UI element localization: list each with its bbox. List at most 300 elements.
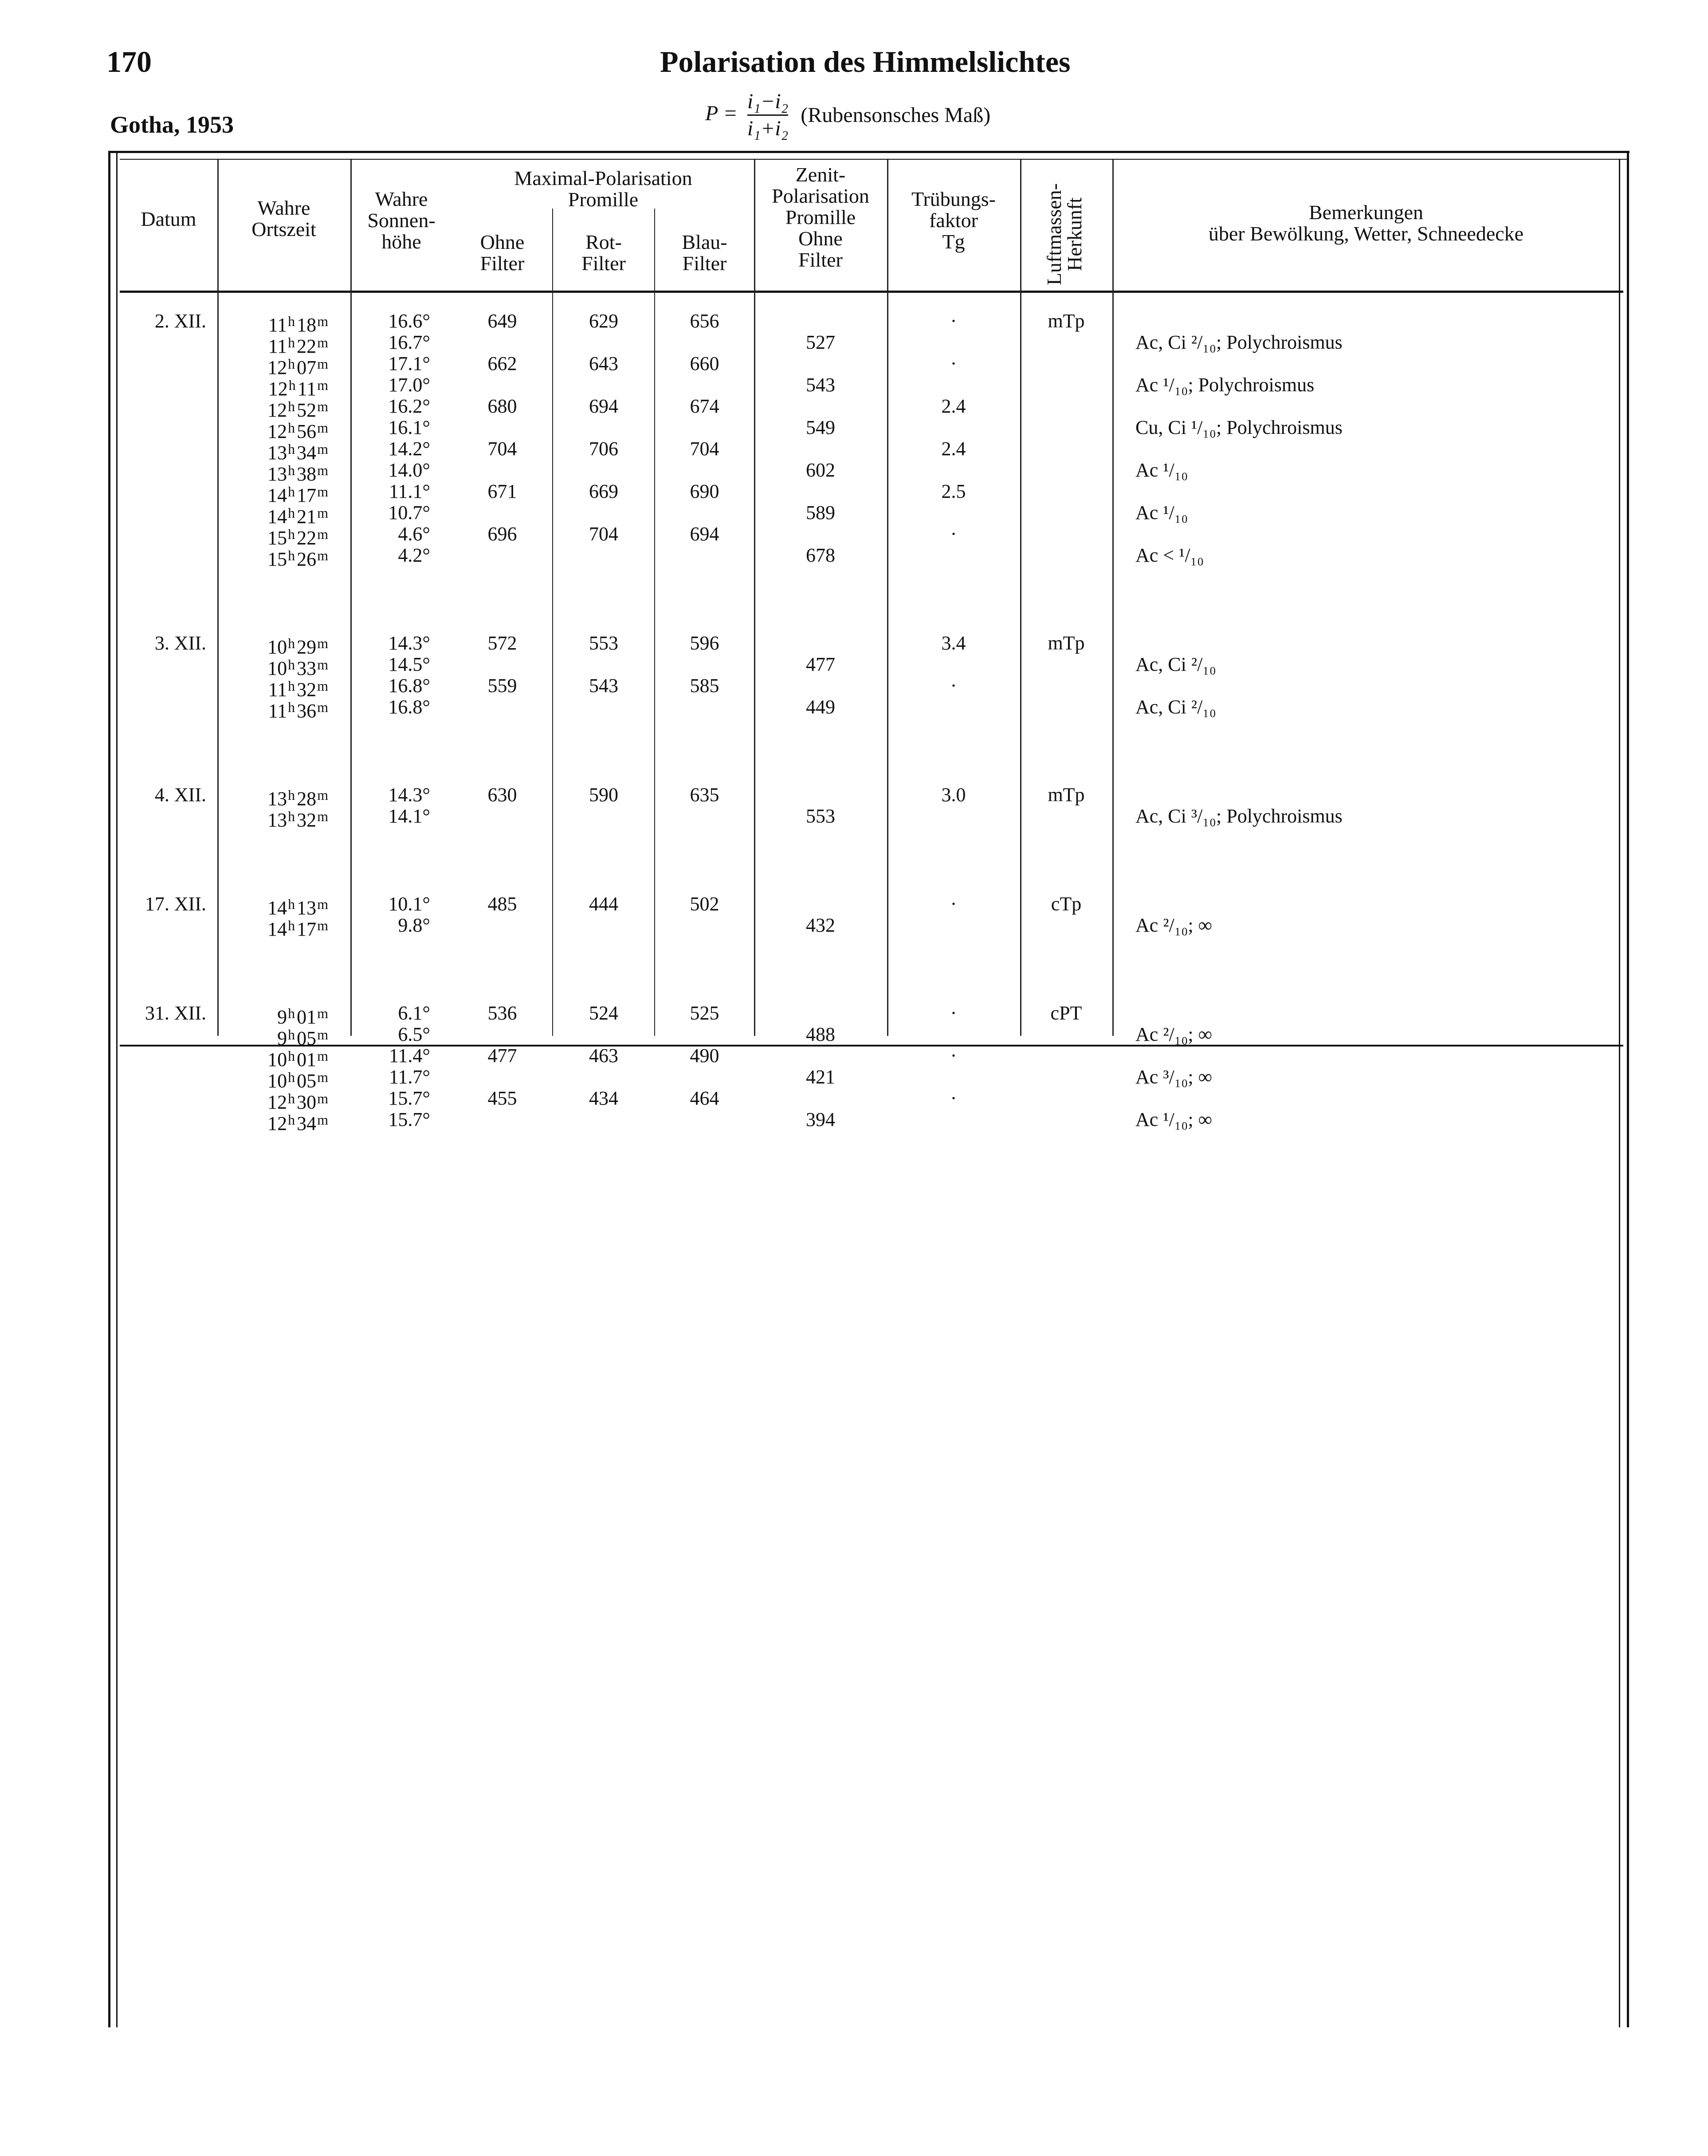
time-minutes: 21 [297, 506, 317, 527]
hours-unit: h [288, 808, 295, 824]
maxpol-ohne-cell: 455 [487, 1087, 517, 1109]
maxpol-blau-cell: 525 [690, 1002, 719, 1024]
maxpol-blau-cell: 656 [690, 310, 719, 332]
header-zenit-line2: Polarisation [772, 185, 869, 207]
zenith-polarisation-cell: 394 [806, 1109, 835, 1130]
time-hours: 12 [267, 399, 287, 421]
maxpol-rot-cell: 543 [589, 675, 618, 696]
remark-text: Ac, Ci [1135, 331, 1191, 353]
maxpol-ohne-cell: 671 [487, 480, 517, 502]
minutes-unit: m [317, 787, 328, 803]
time-hours: 14 [267, 484, 287, 506]
maxpol-rot-cell: 694 [589, 395, 618, 417]
maxpol-ohne-cell: 536 [487, 1002, 517, 1024]
hours-unit: h [288, 657, 295, 673]
sun-altitude-cell: 11.7° [389, 1066, 430, 1088]
column-divider [1112, 160, 1114, 1036]
zenith-polarisation-cell: 488 [806, 1023, 835, 1045]
turbidity-cell: · [950, 675, 957, 696]
time-hours: 10 [267, 1049, 287, 1070]
minutes-unit: m [317, 313, 328, 329]
sun-altitude-cell: 14.5° [388, 653, 430, 675]
hours-unit: h [288, 917, 295, 933]
maxpol-blau-cell: 490 [690, 1045, 719, 1066]
sun-altitude-cell: 4.6° [398, 523, 430, 545]
header-zenit-line4: Ohne [798, 227, 843, 250]
sun-altitude-cell: 6.1° [398, 1002, 430, 1024]
header-rot-line1: Rot- [585, 231, 622, 253]
time-hours: 14 [267, 897, 287, 919]
remark-text: Ac, Ci [1135, 696, 1191, 718]
hours-unit: h [288, 635, 295, 651]
remark-text: Ac [1135, 914, 1163, 936]
header-ohne-filter [452, 232, 552, 274]
remark-text: Ac [1135, 459, 1163, 481]
minutes-unit: m [317, 1069, 328, 1085]
sun-altitude-cell: 14.3° [388, 632, 430, 654]
hours-unit: h [288, 377, 296, 393]
turbidity-cell: · [950, 1087, 957, 1109]
hours-unit: h [288, 462, 295, 478]
minutes-unit: m [317, 484, 328, 500]
remark-suffix: ; Polychroismus [1188, 374, 1315, 396]
maxpol-ohne-cell: 572 [487, 632, 517, 654]
maxpol-blau-cell: 635 [690, 784, 719, 806]
hours-unit: h [288, 547, 295, 563]
cloud-fraction: ¹/₁₀ [1163, 502, 1188, 523]
cloud-fraction: ²/₁₀ [1191, 653, 1216, 675]
maxpol-ohne-cell: 696 [487, 523, 517, 545]
time-minutes: 11 [297, 378, 317, 400]
hours-unit: h [288, 1090, 295, 1106]
cloud-fraction: ³/₁₀ [1163, 1066, 1188, 1088]
cloud-fraction: ¹/₁₀ [1163, 1109, 1188, 1130]
cloud-fraction: ¹/₁₀ [1163, 459, 1188, 481]
header-luftmassen-herkunft [1044, 168, 1088, 301]
minutes-unit: m [317, 441, 328, 457]
header-luft-line1: Luftmassen- [1043, 183, 1065, 285]
header-rot-filter [553, 232, 654, 274]
time-hours: 14 [267, 506, 287, 527]
column-divider [754, 160, 755, 1036]
turbidity-cell: · [950, 1045, 957, 1066]
time-hours: 13 [267, 788, 287, 810]
turbidity-cell: · [950, 893, 957, 915]
minutes-unit: m [317, 398, 328, 414]
sun-altitude-cell: 15.7° [388, 1109, 430, 1130]
header-ortszeit-line1: Wahre [257, 197, 310, 219]
date-cell: 17. XII. [145, 893, 206, 915]
minutes-unit: m [317, 505, 328, 521]
minutes-unit: m [317, 1112, 328, 1128]
formula-numerator: i₁−i₂ [747, 89, 788, 116]
time-minutes: 22 [297, 527, 317, 549]
remark-text: Ac [1135, 1066, 1163, 1088]
polarisation-formula [705, 89, 990, 142]
sun-altitude-cell: 10.1° [388, 893, 430, 915]
remark-text: Ac [1135, 1023, 1163, 1045]
header-sonnenhoehe [350, 189, 452, 252]
zenith-polarisation-cell: 549 [806, 417, 835, 438]
remark-cell [1135, 1109, 1606, 1130]
header-bemerkungen [1113, 202, 1619, 244]
hours-unit: h [288, 356, 295, 372]
time-minutes: 36 [297, 700, 317, 722]
remark-suffix: ; Polychroismus [1216, 417, 1343, 438]
minutes-unit: m [317, 635, 328, 651]
sun-altitude-cell: 16.7° [388, 331, 430, 353]
minutes-unit: m [317, 678, 328, 694]
frame-top-inner-line [120, 159, 1628, 160]
hours-unit: h [288, 398, 295, 414]
remark-text: Ac [1135, 502, 1163, 523]
remark-cell [1135, 654, 1606, 675]
frame-right-line [1627, 151, 1629, 2027]
remark-suffix: ; ∞ [1188, 914, 1213, 936]
date-cell: 2. XII. [154, 310, 206, 332]
time-hours: 10 [267, 657, 287, 679]
time-hours: 12 [267, 357, 287, 378]
time-minutes: 01 [297, 1049, 317, 1070]
hours-unit: h [288, 1048, 295, 1064]
sun-altitude-cell: 11.1° [389, 480, 430, 502]
turbidity-cell: · [950, 353, 957, 374]
sun-altitude-cell: 14.3° [388, 784, 430, 806]
header-truebungsfaktor [887, 189, 1020, 252]
cloud-fraction: ²/₁₀ [1191, 696, 1216, 718]
time-hours: 13 [267, 463, 287, 485]
cloud-fraction: ²/₁₀ [1191, 331, 1216, 353]
time-minutes: 30 [297, 1091, 317, 1113]
zenith-polarisation-cell: 589 [806, 502, 835, 523]
cloud-fraction: ³/₁₀ [1191, 805, 1216, 827]
hours-unit: h [288, 699, 295, 715]
remark-text: Ac, Ci [1135, 653, 1191, 675]
maxpol-rot-cell: 463 [589, 1045, 618, 1066]
header-rot-line2: Filter [581, 252, 626, 275]
page-number: 170 [106, 45, 152, 79]
hours-unit: h [288, 678, 295, 694]
sun-altitude-cell: 11.4° [389, 1045, 430, 1066]
formula-lhs: P = [705, 101, 738, 125]
place-year: Gotha, 1953 [110, 111, 234, 138]
time-hours: 11 [268, 335, 287, 357]
maxpol-blau-cell: 690 [690, 480, 719, 502]
time-minutes: 32 [297, 809, 317, 831]
sun-altitude-cell: 6.5° [398, 1023, 430, 1045]
remark-suffix: ; ∞ [1188, 1023, 1213, 1045]
time-hours: 10 [267, 636, 287, 658]
frame-right-inner-line [1619, 159, 1620, 2027]
minutes-unit: m [317, 526, 328, 542]
remark-suffix: ; ∞ [1188, 1109, 1213, 1130]
turbidity-cell: 2.4 [941, 395, 966, 417]
zenith-polarisation-cell: 543 [806, 374, 835, 396]
time-minutes: 32 [297, 679, 317, 700]
header-truebung-line1: Trübungs- [911, 188, 996, 210]
sun-altitude-cell: 14.2° [388, 438, 430, 460]
maxpol-rot-cell: 706 [589, 438, 618, 460]
turbidity-cell: 3.4 [941, 632, 966, 654]
maxpol-ohne-cell: 662 [487, 353, 517, 374]
header-luft-line2: Herkunft [1063, 197, 1086, 271]
zenith-polarisation-cell: 449 [806, 696, 835, 718]
hours-unit: h [288, 484, 295, 500]
time-hours: 9 [277, 1027, 287, 1049]
maxpol-rot-cell: 590 [589, 784, 618, 806]
minutes-unit: m [317, 1048, 328, 1064]
sun-altitude-cell: 17.0° [388, 374, 430, 396]
turbidity-cell: 3.0 [941, 784, 966, 806]
remark-suffix: ; ∞ [1188, 1066, 1213, 1088]
maxpol-rot-cell: 629 [589, 310, 618, 332]
sun-altitude-cell: 16.1° [388, 417, 430, 438]
local-time-cell [217, 545, 328, 570]
header-maxpol-line1: Maximal-Polarisation [514, 167, 692, 189]
maxpol-blau-cell: 464 [690, 1087, 719, 1109]
hours-unit: h [288, 313, 295, 329]
remark-cell [1135, 545, 1606, 566]
time-minutes: 17 [297, 918, 317, 940]
header-zenit-line3: Promille [785, 206, 856, 228]
time-hours: 10 [267, 1070, 287, 1092]
time-minutes: 22 [297, 335, 317, 357]
maxpol-blau-cell: 502 [690, 893, 719, 915]
time-minutes: 18 [297, 314, 317, 336]
sun-altitude-cell: 4.2° [398, 544, 430, 566]
remark-cell [1135, 417, 1606, 438]
maxpol-blau-cell: 674 [690, 395, 719, 417]
cloud-fraction: ¹/₁₀ [1191, 417, 1217, 438]
maxpol-rot-cell: 669 [589, 480, 618, 502]
time-hours: 14 [267, 918, 287, 940]
time-minutes: 05 [297, 1027, 317, 1049]
minutes-unit: m [317, 699, 328, 715]
hours-unit: h [288, 1005, 295, 1021]
maxpol-ohne-cell: 704 [487, 438, 517, 460]
header-ortszeit-line2: Ortszeit [251, 218, 316, 240]
formula-note: (Rubensonsches Maß) [801, 103, 991, 127]
time-hours: 9 [277, 1006, 287, 1028]
time-minutes: 13 [297, 897, 317, 919]
remark-cell [1135, 1024, 1606, 1045]
zenith-polarisation-cell: 553 [806, 805, 835, 827]
header-zenit-polarisation [754, 164, 887, 271]
sun-altitude-cell: 9.8° [398, 914, 430, 936]
maxpol-ohne-cell: 649 [487, 310, 517, 332]
time-hours: 15 [267, 548, 287, 570]
maxpol-ohne-cell: 630 [487, 784, 517, 806]
time-minutes: 34 [297, 1113, 317, 1134]
minutes-unit: m [317, 896, 328, 912]
time-minutes: 26 [297, 548, 317, 570]
minutes-unit: m [317, 917, 328, 933]
minutes-unit: m [317, 420, 328, 436]
sun-altitude-cell: 16.8° [388, 696, 430, 718]
hours-unit: h [288, 1069, 295, 1085]
header-zenit-line5: Filter [798, 248, 843, 271]
sun-altitude-cell: 17.1° [388, 353, 430, 374]
minutes-unit: m [317, 808, 328, 824]
air-mass-cell: cPT [1050, 1002, 1082, 1024]
hours-unit: h [288, 896, 295, 912]
hours-unit: h [288, 1027, 295, 1043]
maxpol-rot-cell: 524 [589, 1002, 618, 1024]
header-ohne-line2: Filter [480, 252, 525, 275]
formula-fraction [747, 89, 788, 142]
hours-unit: h [288, 505, 295, 521]
frame-left-inner-line [116, 153, 118, 2027]
minutes-unit: m [317, 334, 328, 350]
time-minutes: 29 [297, 636, 317, 658]
zenith-polarisation-cell: 527 [806, 331, 835, 353]
minutes-unit: m [317, 1027, 328, 1043]
header-maxpol-line2: Promille [568, 188, 639, 211]
cloud-fraction: ¹/₁₀ [1179, 544, 1204, 566]
remark-cell [1135, 374, 1606, 396]
page-title: Polarisation des Himmelslichtes [660, 45, 1071, 79]
date-cell: 31. XII. [145, 1002, 206, 1024]
maxpol-blau-cell: 585 [690, 675, 719, 696]
header-bem-line1: Bemerkungen [1308, 201, 1424, 224]
local-time-cell [217, 1109, 328, 1134]
turbidity-cell: · [950, 523, 957, 545]
hours-unit: h [288, 526, 295, 542]
sun-altitude-cell: 14.1° [388, 805, 430, 827]
maxpol-rot-cell: 553 [589, 632, 618, 654]
maxpol-ohne-cell: 485 [487, 893, 517, 915]
maxpol-blau-cell: 660 [690, 353, 719, 374]
time-minutes: 33 [297, 657, 317, 679]
local-time-cell [217, 806, 328, 831]
remark-cell [1135, 696, 1606, 718]
time-hours: 12 [267, 421, 287, 442]
time-hours: 12 [267, 1091, 287, 1113]
frame-left-line [108, 151, 110, 2027]
time-hours: 12 [268, 378, 288, 400]
minutes-unit: m [317, 462, 328, 478]
time-minutes: 52 [297, 399, 317, 421]
air-mass-cell: mTp [1048, 784, 1085, 806]
remark-cell [1135, 502, 1606, 523]
date-cell: 4. XII. [154, 784, 206, 806]
time-minutes: 07 [297, 357, 317, 378]
remark-text: Ac [1135, 1109, 1163, 1130]
maxpol-blau-cell: 694 [690, 523, 719, 545]
minutes-unit: m [317, 657, 328, 673]
time-hours: 13 [267, 809, 287, 831]
sun-altitude-cell: 16.8° [388, 675, 430, 696]
remark-cell [1135, 460, 1606, 481]
sun-altitude-cell: 15.7° [388, 1087, 430, 1109]
local-time-cell [217, 915, 328, 940]
zenith-polarisation-cell: 432 [806, 914, 835, 936]
time-hours: 11 [268, 679, 287, 700]
turbidity-cell: 2.5 [941, 480, 966, 502]
remark-text: Ac [1135, 374, 1163, 396]
remark-cell [1135, 332, 1606, 353]
time-minutes: 28 [297, 788, 317, 810]
time-minutes: 34 [297, 442, 317, 464]
maxpol-rot-cell: 643 [589, 353, 618, 374]
time-minutes: 38 [297, 463, 317, 485]
turbidity-cell: · [950, 1002, 957, 1024]
remark-text: Ac, Ci [1135, 805, 1191, 827]
cloud-fraction: ¹/₁₀ [1163, 374, 1188, 396]
maxpol-ohne-cell: 680 [487, 395, 517, 417]
time-hours: 11 [268, 314, 287, 336]
header-blau-line1: Blau- [682, 231, 727, 253]
cloud-fraction: ²/₁₀ [1163, 1023, 1188, 1045]
header-truebung-line3: Tg [942, 230, 965, 253]
time-minutes: 05 [297, 1070, 317, 1092]
header-hoehe-line1: Wahre [375, 188, 428, 210]
header-hoehe-line3: höhe [381, 230, 421, 253]
frame-top-line [108, 151, 1629, 153]
header-datum: Datum [141, 208, 196, 230]
maxpol-rot-cell: 444 [589, 893, 618, 915]
minutes-unit: m [317, 1090, 328, 1106]
zenith-polarisation-cell: 421 [806, 1066, 835, 1088]
time-hours: 11 [268, 700, 287, 722]
remark-cell [1135, 806, 1606, 827]
time-hours: 12 [267, 1113, 287, 1134]
maxpol-blau-cell: 596 [690, 632, 719, 654]
header-truebung-line2: faktor [929, 209, 978, 232]
header-hoehe-line2: Sonnen- [367, 209, 436, 232]
hours-unit: h [288, 420, 295, 436]
header-blau-line2: Filter [682, 252, 727, 275]
turbidity-cell: · [950, 310, 957, 332]
maxpol-ohne-cell: 477 [487, 1045, 517, 1066]
header-bottom-line [120, 291, 1623, 293]
hours-unit: h [288, 787, 295, 803]
remark-cell [1135, 915, 1606, 936]
sun-altitude-cell: 16.2° [388, 395, 430, 417]
sun-altitude-cell: 16.6° [388, 310, 430, 332]
remark-cell [1135, 1066, 1606, 1088]
minutes-unit: m [317, 547, 328, 563]
sun-altitude-cell: 14.0° [388, 459, 430, 481]
minutes-unit: m [317, 356, 328, 372]
zenith-polarisation-cell: 678 [806, 544, 835, 566]
header-bem-line2: über Bewölkung, Wetter, Schneedecke [1208, 222, 1524, 245]
maxpol-rot-cell: 704 [589, 523, 618, 545]
minutes-unit: m [317, 377, 328, 393]
air-mass-cell: mTp [1048, 632, 1085, 654]
formula-denominator: i₁+i₂ [747, 117, 789, 140]
header-blau-filter [655, 232, 754, 274]
maxpol-blau-cell: 704 [690, 438, 719, 460]
turbidity-cell: 2.4 [941, 438, 966, 460]
maxpol-rot-cell: 434 [589, 1087, 618, 1109]
zenith-polarisation-cell: 602 [806, 459, 835, 481]
maxpol-ohne-cell: 559 [487, 675, 517, 696]
header-zenit-line1: Zenit- [795, 163, 846, 186]
hours-unit: h [288, 334, 295, 350]
hours-unit: h [288, 441, 295, 457]
sun-altitude-cell: 10.7° [388, 502, 430, 523]
date-cell: 3. XII. [154, 632, 206, 654]
cloud-fraction: ²/₁₀ [1163, 914, 1188, 936]
remark-text: Cu, Ci [1135, 417, 1191, 438]
remark-text: Ac < [1135, 544, 1179, 566]
remark-suffix: ; Polychroismus [1216, 805, 1343, 827]
local-time-cell [217, 696, 328, 722]
time-minutes: 17 [297, 484, 317, 506]
hours-unit: h [288, 1112, 295, 1128]
header-maximal-polarisation [452, 168, 754, 210]
